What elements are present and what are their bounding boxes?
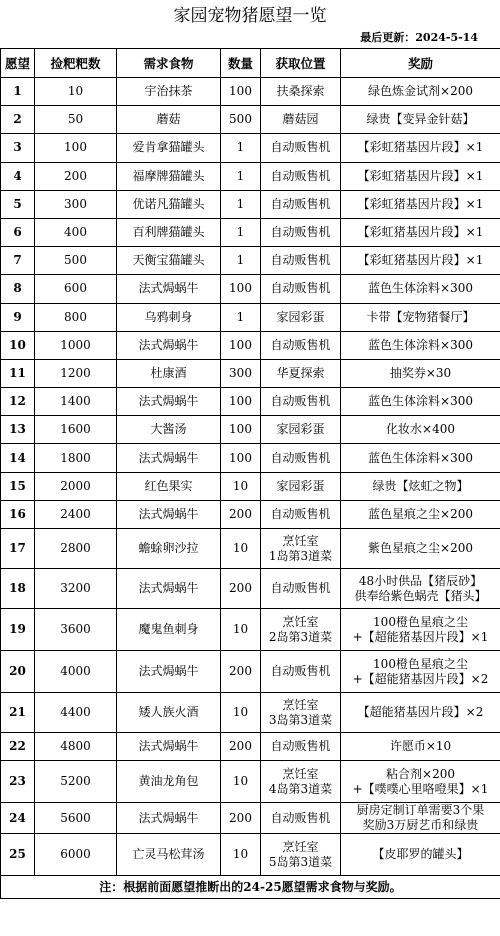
count-cell: 10 bbox=[35, 78, 117, 106]
location-cell: 自动贩售机 bbox=[261, 569, 341, 609]
food-cell: 魔鬼鱼刺身 bbox=[117, 609, 221, 651]
reward-cell: 蓝色生体涂料×300 bbox=[341, 275, 500, 303]
quantity-cell: 1 bbox=[221, 218, 261, 246]
location-cell: 自动贩售机 bbox=[261, 388, 341, 416]
reward-cell: 【超能猪基因片段】×2 bbox=[341, 693, 500, 733]
location-cell: 自动贩售机 bbox=[261, 162, 341, 190]
table-row bbox=[1, 162, 500, 190]
table-row bbox=[1, 651, 500, 693]
count-cell: 4400 bbox=[35, 693, 117, 733]
wish-number-cell: 11 bbox=[1, 359, 35, 387]
food-cell: 爱肯拿猫罐头 bbox=[117, 134, 221, 162]
table-row bbox=[1, 331, 500, 359]
count-cell: 100 bbox=[35, 134, 117, 162]
wish-number-cell: 7 bbox=[1, 247, 35, 275]
food-cell: 法式焗蜗牛 bbox=[117, 275, 221, 303]
header-reward: 奖励 bbox=[341, 49, 500, 78]
count-cell: 5200 bbox=[35, 761, 117, 803]
wish-number-cell: 14 bbox=[1, 444, 35, 472]
location-cell bbox=[261, 609, 341, 651]
wish-number-cell: 2 bbox=[1, 106, 35, 134]
count-cell: 2800 bbox=[35, 529, 117, 569]
food-cell: 法式焗蜗牛 bbox=[117, 388, 221, 416]
quantity-cell: 100 bbox=[221, 416, 261, 444]
quantity-cell: 100 bbox=[221, 444, 261, 472]
location-cell: 自动贩售机 bbox=[261, 275, 341, 303]
quantity-cell: 200 bbox=[221, 569, 261, 609]
location-cell-line2: 2岛第3道菜 bbox=[268, 629, 333, 644]
reward-cell: 蓝色生体涂料×300 bbox=[341, 444, 500, 472]
table-row bbox=[1, 134, 500, 162]
quantity-cell: 1 bbox=[221, 162, 261, 190]
footnote: 注：根据前面愿望推断出的24-25愿望需求食物与奖励。 bbox=[1, 876, 500, 899]
location-cell: 自动贩售机 bbox=[261, 444, 341, 472]
quantity-cell: 10 bbox=[221, 761, 261, 803]
reward-cell-line1: 厨房定制订单需要3个果 bbox=[356, 803, 485, 817]
location-cell: 蘑菇园 bbox=[261, 106, 341, 134]
food-cell: 福摩牌猫罐头 bbox=[117, 162, 221, 190]
wish-number-cell: 16 bbox=[1, 500, 35, 528]
food-cell: 乌鸦刺身 bbox=[117, 303, 221, 331]
table-row bbox=[1, 416, 500, 444]
wish-number-cell: 9 bbox=[1, 303, 35, 331]
count-cell: 4000 bbox=[35, 651, 117, 693]
table-row bbox=[1, 569, 500, 609]
reward-cell-line2: +【超能猪基因片段】×1 bbox=[352, 629, 489, 644]
table-row bbox=[1, 834, 500, 876]
reward-cell: 蓝色星痕之尘×200 bbox=[341, 500, 500, 528]
table-row bbox=[1, 733, 500, 761]
food-cell: 法式焗蜗牛 bbox=[117, 803, 221, 834]
location-cell: 自动贩售机 bbox=[261, 331, 341, 359]
reward-cell-line2: +【噗噗心里咯噔果】×1 bbox=[352, 781, 489, 796]
food-cell: 亡灵马松茸汤 bbox=[117, 834, 221, 876]
quantity-cell: 200 bbox=[221, 651, 261, 693]
quantity-cell: 1 bbox=[221, 190, 261, 218]
food-cell: 法式焗蜗牛 bbox=[117, 500, 221, 528]
wish-number-cell: 6 bbox=[1, 218, 35, 246]
reward-cell: 【彩虹猪基因片段】×1 bbox=[341, 162, 500, 190]
table-row bbox=[1, 190, 500, 218]
count-cell: 4800 bbox=[35, 733, 117, 761]
location-cell: 自动贩售机 bbox=[261, 500, 341, 528]
count-cell: 2000 bbox=[35, 472, 117, 500]
wish-number-cell: 8 bbox=[1, 275, 35, 303]
location-cell-line2: 1岛第3道菜 bbox=[268, 548, 333, 563]
quantity-cell: 500 bbox=[221, 106, 261, 134]
count-cell: 1800 bbox=[35, 444, 117, 472]
reward-cell-line1: 100橙色星痕之尘 bbox=[373, 614, 468, 629]
quantity-cell: 200 bbox=[221, 803, 261, 834]
food-cell: 法式焗蜗牛 bbox=[117, 733, 221, 761]
food-cell: 黄油龙角包 bbox=[117, 761, 221, 803]
wish-number-cell: 20 bbox=[1, 651, 35, 693]
table-row bbox=[1, 218, 500, 246]
location-cell: 家园彩蛋 bbox=[261, 416, 341, 444]
location-cell: 扶桑探索 bbox=[261, 78, 341, 106]
reward-cell: 绿贵【炫虹之物】 bbox=[341, 472, 500, 500]
reward-cell: 许愿币×10 bbox=[341, 733, 500, 761]
reward-cell-line1: 48小时供品【猪辰砂】 bbox=[358, 573, 483, 588]
reward-cell: 抽奖券×30 bbox=[341, 359, 500, 387]
location-cell-line2: 5岛第3道菜 bbox=[268, 854, 333, 869]
location-cell-line2: 4岛第3道菜 bbox=[268, 781, 333, 796]
quantity-cell: 100 bbox=[221, 275, 261, 303]
location-cell-line1: 烹饪室 bbox=[282, 766, 319, 781]
reward-cell: 卡带【宠物猪餐厅】 bbox=[341, 303, 500, 331]
count-cell: 5600 bbox=[35, 803, 117, 834]
count-cell: 1600 bbox=[35, 416, 117, 444]
location-cell bbox=[261, 529, 341, 569]
wish-table bbox=[0, 48, 500, 899]
table-row bbox=[1, 247, 500, 275]
reward-cell: 【皮耶罗的罐头】 bbox=[341, 834, 500, 876]
location-cell-line1: 烹饪室 bbox=[282, 839, 319, 854]
location-cell: 自动贩售机 bbox=[261, 803, 341, 834]
table-row bbox=[1, 803, 500, 834]
reward-cell bbox=[341, 569, 500, 609]
quantity-cell: 200 bbox=[221, 500, 261, 528]
count-cell: 400 bbox=[35, 218, 117, 246]
food-cell: 蟾蜍卵沙拉 bbox=[117, 529, 221, 569]
count-cell: 6000 bbox=[35, 834, 117, 876]
table-row bbox=[1, 303, 500, 331]
count-cell: 2400 bbox=[35, 500, 117, 528]
reward-cell: 化妆水×400 bbox=[341, 416, 500, 444]
reward-cell-line2: +【超能猪基因片段】×2 bbox=[352, 671, 489, 686]
location-cell-line1: 烹饪室 bbox=[282, 533, 319, 548]
reward-cell: 绿色炼金试剂×200 bbox=[341, 78, 500, 106]
reward-cell bbox=[341, 609, 500, 651]
table-row bbox=[1, 444, 500, 472]
food-cell: 法式焗蜗牛 bbox=[117, 331, 221, 359]
location-cell: 家园彩蛋 bbox=[261, 303, 341, 331]
table-row bbox=[1, 78, 500, 106]
count-cell: 1200 bbox=[35, 359, 117, 387]
wish-number-cell: 3 bbox=[1, 134, 35, 162]
reward-cell: 紫色星痕之尘×200 bbox=[341, 529, 500, 569]
count-cell: 3600 bbox=[35, 609, 117, 651]
location-cell-line1: 烹饪室 bbox=[282, 697, 319, 712]
table-row bbox=[1, 529, 500, 569]
location-cell: 自动贩售机 bbox=[261, 247, 341, 275]
quantity-cell: 300 bbox=[221, 359, 261, 387]
table-row bbox=[1, 359, 500, 387]
wish-number-cell: 21 bbox=[1, 693, 35, 733]
wish-number-cell: 18 bbox=[1, 569, 35, 609]
table-row bbox=[1, 761, 500, 803]
count-cell: 1400 bbox=[35, 388, 117, 416]
header-food: 需求食物 bbox=[117, 49, 221, 78]
table-row bbox=[1, 275, 500, 303]
reward-cell: 蓝色生体涂料×300 bbox=[341, 388, 500, 416]
quantity-cell: 100 bbox=[221, 78, 261, 106]
quantity-cell: 10 bbox=[221, 609, 261, 651]
wish-number-cell: 19 bbox=[1, 609, 35, 651]
page-title: 家园宠物猪愿望一览 bbox=[173, 6, 327, 26]
wish-number-cell: 25 bbox=[1, 834, 35, 876]
count-cell: 50 bbox=[35, 106, 117, 134]
food-cell: 蘑菇 bbox=[117, 106, 221, 134]
count-cell: 800 bbox=[35, 303, 117, 331]
food-cell: 法式焗蜗牛 bbox=[117, 444, 221, 472]
reward-cell bbox=[341, 761, 500, 803]
food-cell: 百利牌猫罐头 bbox=[117, 218, 221, 246]
table-row bbox=[1, 693, 500, 733]
wish-number-cell: 13 bbox=[1, 416, 35, 444]
reward-cell-line2: 奖励3万厨艺币和绿贵 bbox=[362, 818, 479, 832]
wish-number-cell: 5 bbox=[1, 190, 35, 218]
header-qty: 数量 bbox=[221, 49, 261, 78]
location-cell: 华夏探索 bbox=[261, 359, 341, 387]
reward-cell-line1: 粘合剂×200 bbox=[386, 766, 455, 781]
wish-number-cell: 22 bbox=[1, 733, 35, 761]
quantity-cell: 1 bbox=[221, 247, 261, 275]
table-row bbox=[1, 500, 500, 528]
header-count: 捡粑粑数 bbox=[35, 49, 117, 78]
location-cell: 自动贩售机 bbox=[261, 218, 341, 246]
food-cell: 杜康酒 bbox=[117, 359, 221, 387]
reward-cell: 绿贵【变异金针菇】 bbox=[341, 106, 500, 134]
wish-number-cell: 1 bbox=[1, 78, 35, 106]
wish-number-cell: 17 bbox=[1, 529, 35, 569]
food-cell: 优诺凡猫罐头 bbox=[117, 190, 221, 218]
reward-cell bbox=[341, 651, 500, 693]
reward-cell-line2: 供奉给紫色蜗壳【猪头】 bbox=[354, 588, 487, 603]
table-row bbox=[1, 472, 500, 500]
last-updated: 最后更新：2024-5-14 bbox=[360, 31, 478, 44]
count-cell: 300 bbox=[35, 190, 117, 218]
table-row bbox=[1, 106, 500, 134]
location-cell bbox=[261, 693, 341, 733]
location-cell: 家园彩蛋 bbox=[261, 472, 341, 500]
quantity-cell: 10 bbox=[221, 834, 261, 876]
wish-number-cell: 10 bbox=[1, 331, 35, 359]
quantity-cell: 10 bbox=[221, 472, 261, 500]
wish-number-cell: 4 bbox=[1, 162, 35, 190]
food-cell: 法式焗蜗牛 bbox=[117, 569, 221, 609]
quantity-cell: 10 bbox=[221, 529, 261, 569]
reward-cell-line1: 100橙色星痕之尘 bbox=[373, 656, 468, 671]
header-location: 获取位置 bbox=[261, 49, 341, 78]
count-cell: 1000 bbox=[35, 331, 117, 359]
quantity-cell: 1 bbox=[221, 303, 261, 331]
food-cell: 宇治抹茶 bbox=[117, 78, 221, 106]
reward-cell: 【彩虹猪基因片段】×1 bbox=[341, 247, 500, 275]
reward-cell: 【彩虹猪基因片段】×1 bbox=[341, 134, 500, 162]
wish-number-cell: 23 bbox=[1, 761, 35, 803]
count-cell: 600 bbox=[35, 275, 117, 303]
food-cell: 矮人族火酒 bbox=[117, 693, 221, 733]
reward-cell: 【彩虹猪基因片段】×1 bbox=[341, 218, 500, 246]
food-cell: 大酱汤 bbox=[117, 416, 221, 444]
food-cell: 法式焗蜗牛 bbox=[117, 651, 221, 693]
count-cell: 3200 bbox=[35, 569, 117, 609]
food-cell: 天衡宝猫罐头 bbox=[117, 247, 221, 275]
quantity-cell: 10 bbox=[221, 693, 261, 733]
count-cell: 200 bbox=[35, 162, 117, 190]
reward-cell: 【彩虹猪基因片段】×1 bbox=[341, 190, 500, 218]
location-cell: 自动贩售机 bbox=[261, 733, 341, 761]
quantity-cell: 1 bbox=[221, 134, 261, 162]
location-cell bbox=[261, 761, 341, 803]
wish-number-cell: 24 bbox=[1, 803, 35, 834]
header-row bbox=[1, 49, 500, 78]
quantity-cell: 100 bbox=[221, 388, 261, 416]
table-row bbox=[1, 388, 500, 416]
quantity-cell: 200 bbox=[221, 733, 261, 761]
quantity-cell: 100 bbox=[221, 331, 261, 359]
table-row bbox=[1, 609, 500, 651]
reward-cell: 蓝色生体涂料×300 bbox=[341, 331, 500, 359]
header-wish: 愿望 bbox=[1, 49, 35, 78]
location-cell-line1: 烹饪室 bbox=[282, 614, 319, 629]
count-cell: 500 bbox=[35, 247, 117, 275]
location-cell: 自动贩售机 bbox=[261, 134, 341, 162]
wish-number-cell: 12 bbox=[1, 388, 35, 416]
location-cell bbox=[261, 834, 341, 876]
reward-cell bbox=[341, 803, 500, 834]
location-cell: 自动贩售机 bbox=[261, 190, 341, 218]
location-cell-line2: 3岛第3道菜 bbox=[268, 712, 333, 727]
wish-number-cell: 15 bbox=[1, 472, 35, 500]
food-cell: 红色果实 bbox=[117, 472, 221, 500]
location-cell: 自动贩售机 bbox=[261, 651, 341, 693]
